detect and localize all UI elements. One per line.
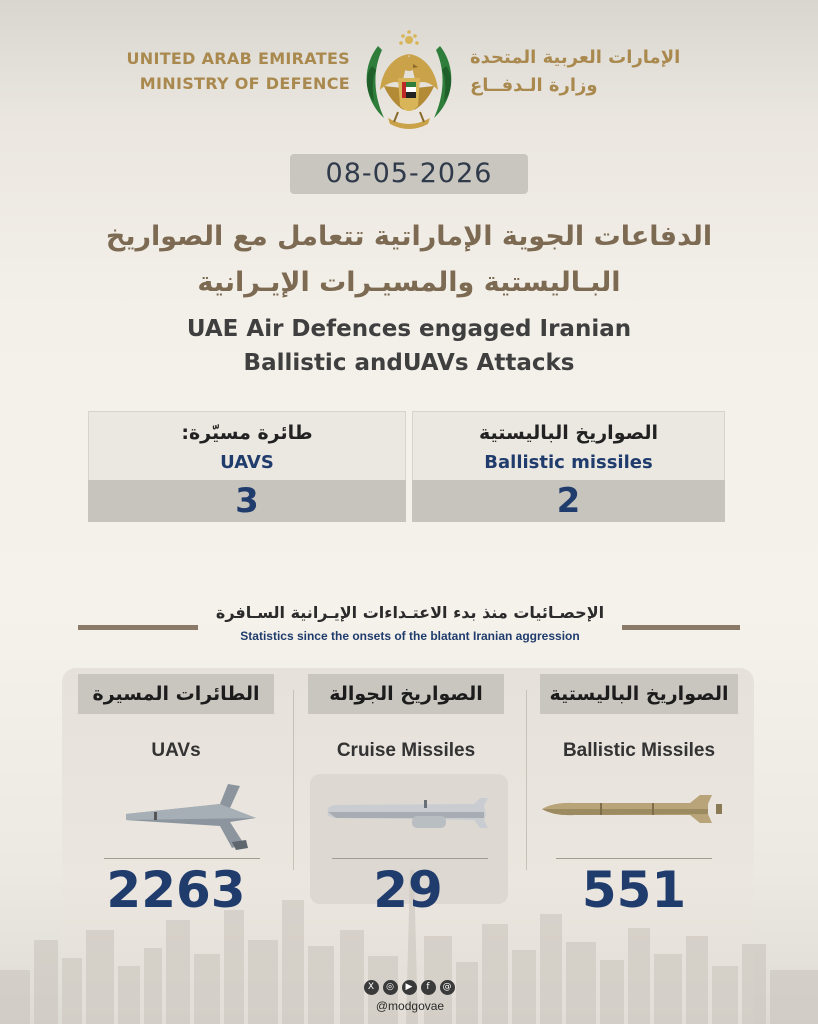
social-links <box>356 980 462 998</box>
today-ballistic-card <box>412 411 725 481</box>
col-uavs-label-en: UAVs <box>151 740 201 761</box>
ballistic-missile-icon <box>540 792 724 826</box>
instagram-icon[interactable]: ◎ <box>383 980 398 995</box>
drone-icon <box>124 782 258 850</box>
col-ballistic-total: 551 <box>581 861 687 919</box>
col-cruise-head-ar: الصواريخ الجوالة <box>308 674 504 714</box>
col-cruise-total: 29 <box>373 861 443 919</box>
col-ballistic-rule <box>556 858 712 859</box>
title-en <box>60 312 758 380</box>
col-ballistic-head-ar: الصواريخ الباليستية <box>540 674 738 714</box>
today-ballistic-count: 2 <box>412 480 725 522</box>
title-ar <box>60 214 758 306</box>
falcon-emblem-icon <box>358 26 460 134</box>
date-badge: 08-05-2026 <box>290 154 528 194</box>
today-ballistic-label-en: Ballistic missiles <box>484 452 653 473</box>
col-cruise-label-en: Cruise Missiles <box>336 740 476 761</box>
col-cruise-rule <box>332 858 488 859</box>
threads-icon[interactable]: @ <box>440 980 455 995</box>
col-uavs-total: 2263 <box>106 861 246 919</box>
col-uavs-head-ar: الطائرات المسيرة <box>78 674 274 714</box>
today-uavs-card <box>88 411 406 481</box>
stats-heading-en: Statistics since the onsets of the blatant Iranian aggression <box>240 629 580 643</box>
col-ballistic-label-en: Ballistic Missiles <box>562 740 716 761</box>
org-name-en-line2: MINISTRY OF DEFENCE <box>139 74 350 93</box>
title-en-line2: Ballistic andUAVs Attacks <box>243 350 575 376</box>
title-en-line1: UAE Air Defences engaged Iranian <box>186 316 632 342</box>
column-divider <box>526 690 527 870</box>
social-handle[interactable]: @modgovae <box>375 999 445 1013</box>
org-name-ar-line2: وزارة الـدفــاع <box>470 75 598 96</box>
col-uavs-rule <box>104 858 260 859</box>
x-icon[interactable]: X <box>364 980 379 995</box>
title-ar-line1: الدفاعات الجوية الإماراتية تتعامل مع الصواريخ <box>105 221 713 252</box>
facebook-icon[interactable]: f <box>421 980 436 995</box>
youtube-icon[interactable]: ▶ <box>402 980 417 995</box>
today-uavs-label-en: UAVS <box>220 452 274 473</box>
today-uavs-count: 3 <box>88 480 406 522</box>
title-ar-line2: البـاليستية والمسيـرات الإيـرانية <box>197 267 621 298</box>
stats-heading-ar: الإحصـائيات منذ بدء الاعتـداءات الإيـرانية السـافرة <box>215 603 605 622</box>
org-name-en-line1: UNITED ARAB EMIRATES <box>126 49 350 68</box>
org-name-ar-line1: الإمارات العربية المتحدة <box>470 47 681 68</box>
column-divider <box>293 690 294 870</box>
cruise-missile-icon <box>324 794 492 836</box>
org-name-en <box>118 46 350 96</box>
today-uavs-label-ar: طائرة مسيّرة: <box>181 422 313 444</box>
today-ballistic-label-ar: الصواريخ الباليستية <box>479 422 658 444</box>
org-name-ar <box>470 44 700 100</box>
